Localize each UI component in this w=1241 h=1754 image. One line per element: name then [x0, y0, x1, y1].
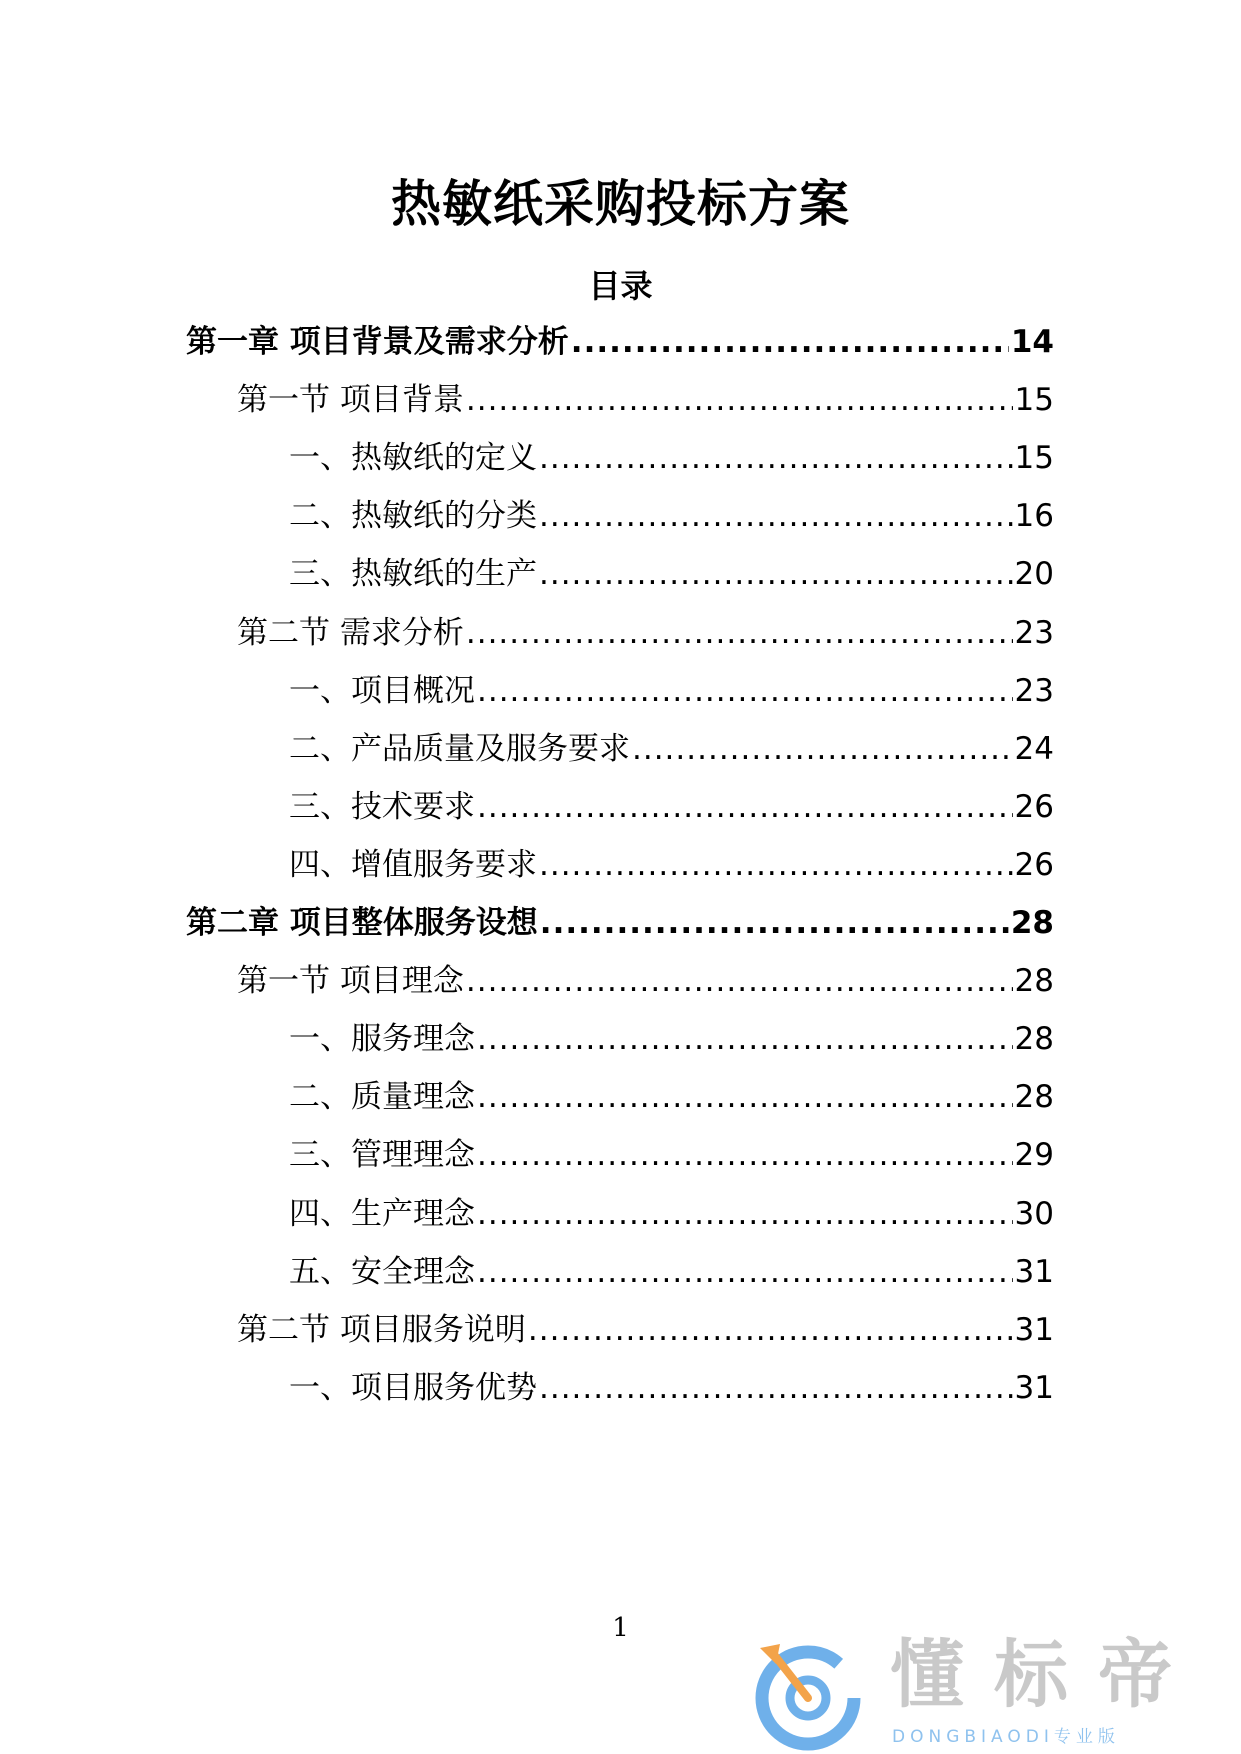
toc-entry-label: 三、技术要求: [289, 789, 475, 825]
toc-entry[interactable]: [237, 611, 1054, 655]
toc-entry[interactable]: [289, 436, 1054, 480]
toc-dot-leader: [539, 494, 1013, 538]
toc-dot-leader: [477, 785, 1013, 829]
toc-dot-leader: [477, 1192, 1013, 1236]
toc-entry-page: 14: [1010, 324, 1054, 360]
toc-entry-page: 29: [1014, 1137, 1054, 1173]
toc-dot-leader: [477, 669, 1013, 713]
toc-entry[interactable]: [237, 959, 1054, 1003]
watermark-subtitle: DONGBIAODI专业版: [892, 1727, 1120, 1747]
toc-entry-page: 31: [1014, 1254, 1054, 1290]
toc-entry-label: 二、产品质量及服务要求: [289, 731, 630, 767]
toc-entry-page: 16: [1014, 498, 1054, 534]
toc-entry[interactable]: [289, 552, 1054, 596]
toc-entry[interactable]: [289, 727, 1054, 771]
toc-entry-label: 一、服务理念: [289, 1021, 475, 1057]
toc-entry-page: 23: [1014, 615, 1054, 651]
toc-entry[interactable]: [289, 843, 1054, 887]
toc-entry-label: 第二节 项目服务说明: [237, 1312, 526, 1348]
toc-entry-page: 20: [1014, 556, 1054, 592]
toc-entry-label: 第二节 需求分析: [237, 615, 464, 651]
toc-entry-label: 二、质量理念: [289, 1079, 475, 1115]
toc-entry[interactable]: [289, 1133, 1054, 1177]
toc-dot-leader: [477, 1133, 1013, 1177]
toc-dot-leader: [477, 1017, 1013, 1061]
toc-entry-label: 二、热敏纸的分类: [289, 498, 537, 534]
toc-entry[interactable]: [186, 901, 1054, 945]
toc-dot-leader: [466, 959, 1013, 1003]
toc-entry-label: 第一节 项目理念: [237, 963, 464, 999]
toc-entry[interactable]: [289, 1017, 1054, 1061]
toc-entry-label: 第一节 项目背景: [237, 382, 464, 418]
toc-dot-leader: [539, 436, 1013, 480]
toc-entry-label: 三、热敏纸的生产: [289, 556, 537, 592]
toc-entry-label: 一、热敏纸的定义: [289, 440, 537, 476]
document-title: 热敏纸采购投标方案: [391, 175, 850, 233]
toc-dot-leader: [477, 1075, 1013, 1119]
toc-dot-leader: [466, 378, 1013, 422]
toc-dot-leader: [632, 727, 1013, 771]
watermark-logo: [740, 1630, 1220, 1754]
toc-dot-leader: [466, 611, 1013, 655]
toc-entry-page: 31: [1014, 1370, 1054, 1406]
toc-heading: 目录: [588, 267, 653, 305]
toc-entry-page: 26: [1014, 847, 1054, 883]
toc-entry-label: 一、项目概况: [289, 673, 475, 709]
page-number: 1: [612, 1613, 629, 1643]
toc-entry[interactable]: [289, 669, 1054, 713]
toc-entry[interactable]: [289, 1075, 1054, 1119]
toc-entry-label: 第一章 项目背景及需求分析: [186, 324, 569, 360]
toc-entry-page: 31: [1014, 1312, 1054, 1348]
toc-entry[interactable]: [237, 378, 1054, 422]
toc-entry-label: 四、增值服务要求: [289, 847, 537, 883]
toc-entry-page: 24: [1014, 731, 1054, 767]
toc-dot-leader: [528, 1308, 1013, 1352]
toc-entry-page: 23: [1014, 673, 1054, 709]
toc-entry-label: 四、生产理念: [289, 1196, 475, 1232]
toc-entry-label: 第二章 项目整体服务设想: [186, 905, 538, 941]
target-arrow-icon: [750, 1636, 866, 1752]
toc-dot-leader: [539, 1366, 1013, 1410]
toc-entry-label: 五、安全理念: [289, 1254, 475, 1290]
toc-dot-leader: [477, 1250, 1013, 1294]
toc-dot-leader: [571, 320, 1009, 364]
toc-dot-leader: [539, 552, 1013, 596]
toc-entry-page: 28: [1010, 905, 1054, 941]
toc-entry[interactable]: [289, 494, 1054, 538]
toc-entry-label: 一、项目服务优势: [289, 1370, 537, 1406]
toc-entry-page: 28: [1014, 963, 1054, 999]
toc-entry-page: 15: [1014, 440, 1054, 476]
toc-entry-page: 26: [1014, 789, 1054, 825]
toc-entry-page: 15: [1014, 382, 1054, 418]
toc-entry[interactable]: [289, 1366, 1054, 1410]
watermark-brand-name: 懂标帝: [890, 1632, 1202, 1718]
toc-entry[interactable]: [289, 785, 1054, 829]
toc-entry[interactable]: [186, 320, 1054, 364]
toc-entry[interactable]: [289, 1192, 1054, 1236]
toc-entry-page: 28: [1014, 1021, 1054, 1057]
toc-entry-label: 三、管理理念: [289, 1137, 475, 1173]
toc-entry[interactable]: [289, 1250, 1054, 1294]
toc-entry-page: 28: [1014, 1079, 1054, 1115]
toc-dot-leader: [540, 901, 1009, 945]
toc-entry[interactable]: [237, 1308, 1054, 1352]
toc-dot-leader: [539, 843, 1013, 887]
toc-entry-page: 30: [1014, 1196, 1054, 1232]
